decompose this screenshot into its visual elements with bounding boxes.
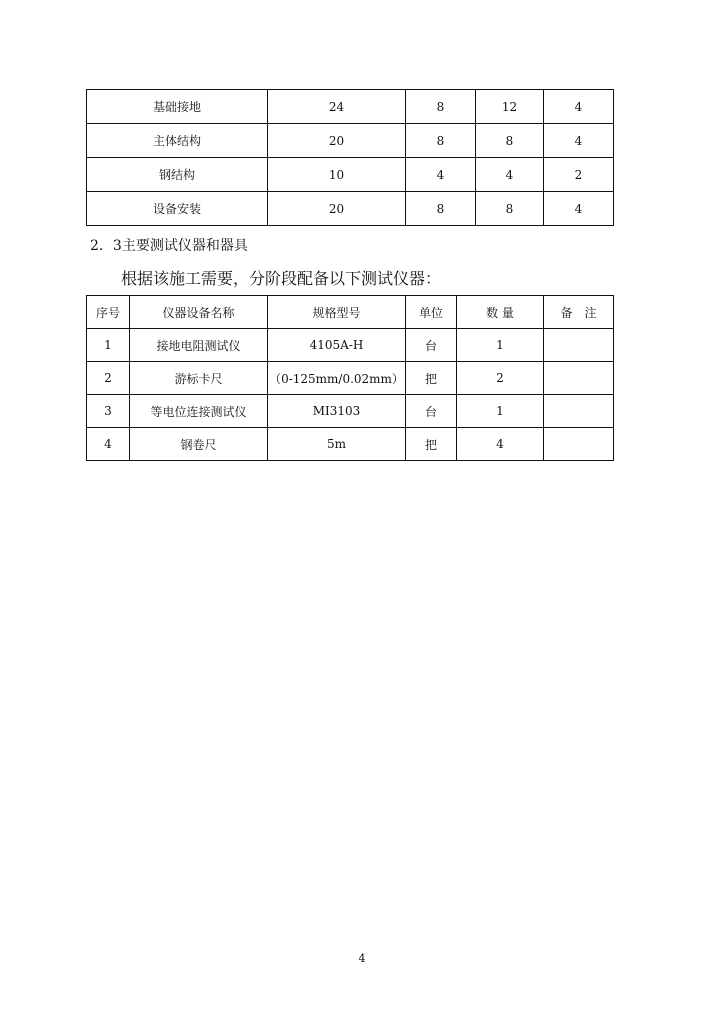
- table-cell: 24: [268, 90, 406, 124]
- table-cell: 5m: [268, 428, 406, 461]
- table-cell: MI3103: [268, 395, 406, 428]
- table-cell: 4: [457, 428, 544, 461]
- table-cell: [544, 428, 614, 461]
- table-cell: 基础接地: [87, 90, 268, 124]
- table-cell: 4: [544, 90, 614, 124]
- table-cell: 1: [457, 395, 544, 428]
- table-cell: 等电位连接测试仪: [130, 395, 268, 428]
- table-cell: 4105A-H: [268, 329, 406, 362]
- table-cell: 4: [406, 158, 476, 192]
- table-cell: 2: [87, 362, 130, 395]
- page-number: 4: [358, 952, 366, 965]
- intro-paragraph: 根据该施工需要，分阶段配备以下测试仪器：: [121, 269, 442, 288]
- table-cell: （0-125mm/0.02mm）: [268, 362, 406, 395]
- table-cell: 台: [406, 329, 457, 362]
- table-cell: 主体结构: [87, 124, 268, 158]
- column-header: 数 量: [457, 296, 544, 329]
- column-header: 规格型号: [268, 296, 406, 329]
- table-cell: 2: [457, 362, 544, 395]
- table-cell: 8: [406, 192, 476, 226]
- table-cell: 4: [544, 192, 614, 226]
- table-cell: 8: [476, 192, 544, 226]
- table-cell: 2: [544, 158, 614, 192]
- table-cell: 设备安装: [87, 192, 268, 226]
- table-row: [87, 192, 614, 226]
- column-header: 单位: [406, 296, 457, 329]
- column-header: 仪器设备名称: [130, 296, 268, 329]
- table-row: [87, 90, 614, 124]
- table-row: [87, 395, 614, 428]
- table-cell: 10: [268, 158, 406, 192]
- table-cell: 20: [268, 124, 406, 158]
- table-row: [87, 329, 614, 362]
- column-header: 序号: [87, 296, 130, 329]
- table-cell: 12: [476, 90, 544, 124]
- table-cell: 接地电阻测试仪: [130, 329, 268, 362]
- table-cell: 8: [406, 90, 476, 124]
- table-cell: 8: [476, 124, 544, 158]
- table-cell: [544, 362, 614, 395]
- table-cell: 8: [406, 124, 476, 158]
- table-header-row: [87, 296, 614, 329]
- table-cell: 1: [457, 329, 544, 362]
- table-row: [87, 158, 614, 192]
- table-cell: 4: [87, 428, 130, 461]
- table-cell: 3: [87, 395, 130, 428]
- table-row: [87, 362, 614, 395]
- table-cell: 1: [87, 329, 130, 362]
- table-cell: 把: [406, 428, 457, 461]
- table-cell: 钢结构: [87, 158, 268, 192]
- table-cell: 4: [476, 158, 544, 192]
- table-cell: [544, 329, 614, 362]
- table-row: [87, 124, 614, 158]
- table-row: [87, 428, 614, 461]
- table-cell: [544, 395, 614, 428]
- table-cell: 游标卡尺: [130, 362, 268, 395]
- instrument-table: [86, 295, 614, 461]
- table-cell: 4: [544, 124, 614, 158]
- test-quantity-table: [86, 89, 614, 226]
- section-heading: 2．3主要测试仪器和器具: [90, 238, 248, 254]
- column-header: 备 注: [544, 296, 614, 329]
- table-cell: 钢卷尺: [130, 428, 268, 461]
- table-cell: 台: [406, 395, 457, 428]
- table-cell: 20: [268, 192, 406, 226]
- table-cell: 把: [406, 362, 457, 395]
